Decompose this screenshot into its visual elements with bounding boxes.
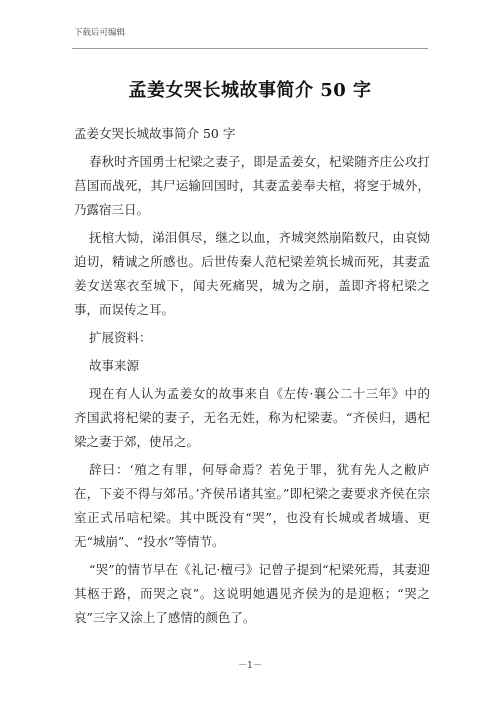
header-divider bbox=[72, 48, 428, 49]
page-number: －1－ bbox=[238, 661, 262, 671]
document-title: 孟姜女哭长城故事简介 50 字 bbox=[128, 80, 372, 101]
paragraph: “哭”的情节早在《礼记·檀弓》记曾子提到“杞梁死焉，其妻迎其柩于路，而哭之哀”。这说明她遇见齐侯为的是迎柩；“哭之哀”三字又涂上了感情的颜色了。 bbox=[74, 562, 430, 625]
paragraph: 故事来源 bbox=[89, 358, 140, 373]
header-note: 下载后可编辑 bbox=[74, 28, 126, 38]
document-body bbox=[74, 122, 430, 634]
paragraph: 辞曰：‘殖之有罪，何辱命焉？若免于罪，犹有先人之敝庐在，下妾不得与郊吊。’齐侯吊诸其室。”即杞梁之妻要求齐侯在宗室正式吊唁杞梁。其中既没有“哭”，也没有长城或者城墙、更无“城崩”、“投水”等情节。 bbox=[74, 462, 430, 549]
document-subtitle: 孟姜女哭长城故事简介 50 字 bbox=[74, 126, 236, 141]
paragraph: 春秋时齐国勇士杞梁之妻子，即是孟姜女，杞梁随齐庄公攻打莒国而战死，其尸运输回国时，其妻孟姜奉夫棺，将窆于城外，乃露宿三日。 bbox=[74, 154, 430, 217]
paragraph: 抚棺大恸，涕泪俱尽，继之以血，齐城突然崩陷数尺，由哀恸迫切，精诚之所感也。后世传秦人范杞梁差筑长城而死，其妻孟姜女送寒衣至城下，闻夫死痛哭，城为之崩，盖即齐将杞梁之事，而误传之耳。 bbox=[74, 230, 430, 317]
paragraph: 现在有人认为孟姜女的故事来自《左传·襄公二十三年》中的齐国武将杞梁的妻子，无名无姓，称为杞梁妻。“齐侯归，遇杞梁之妻于郊，使吊之。 bbox=[74, 386, 430, 449]
paragraph: 扩展资料： bbox=[89, 330, 152, 345]
